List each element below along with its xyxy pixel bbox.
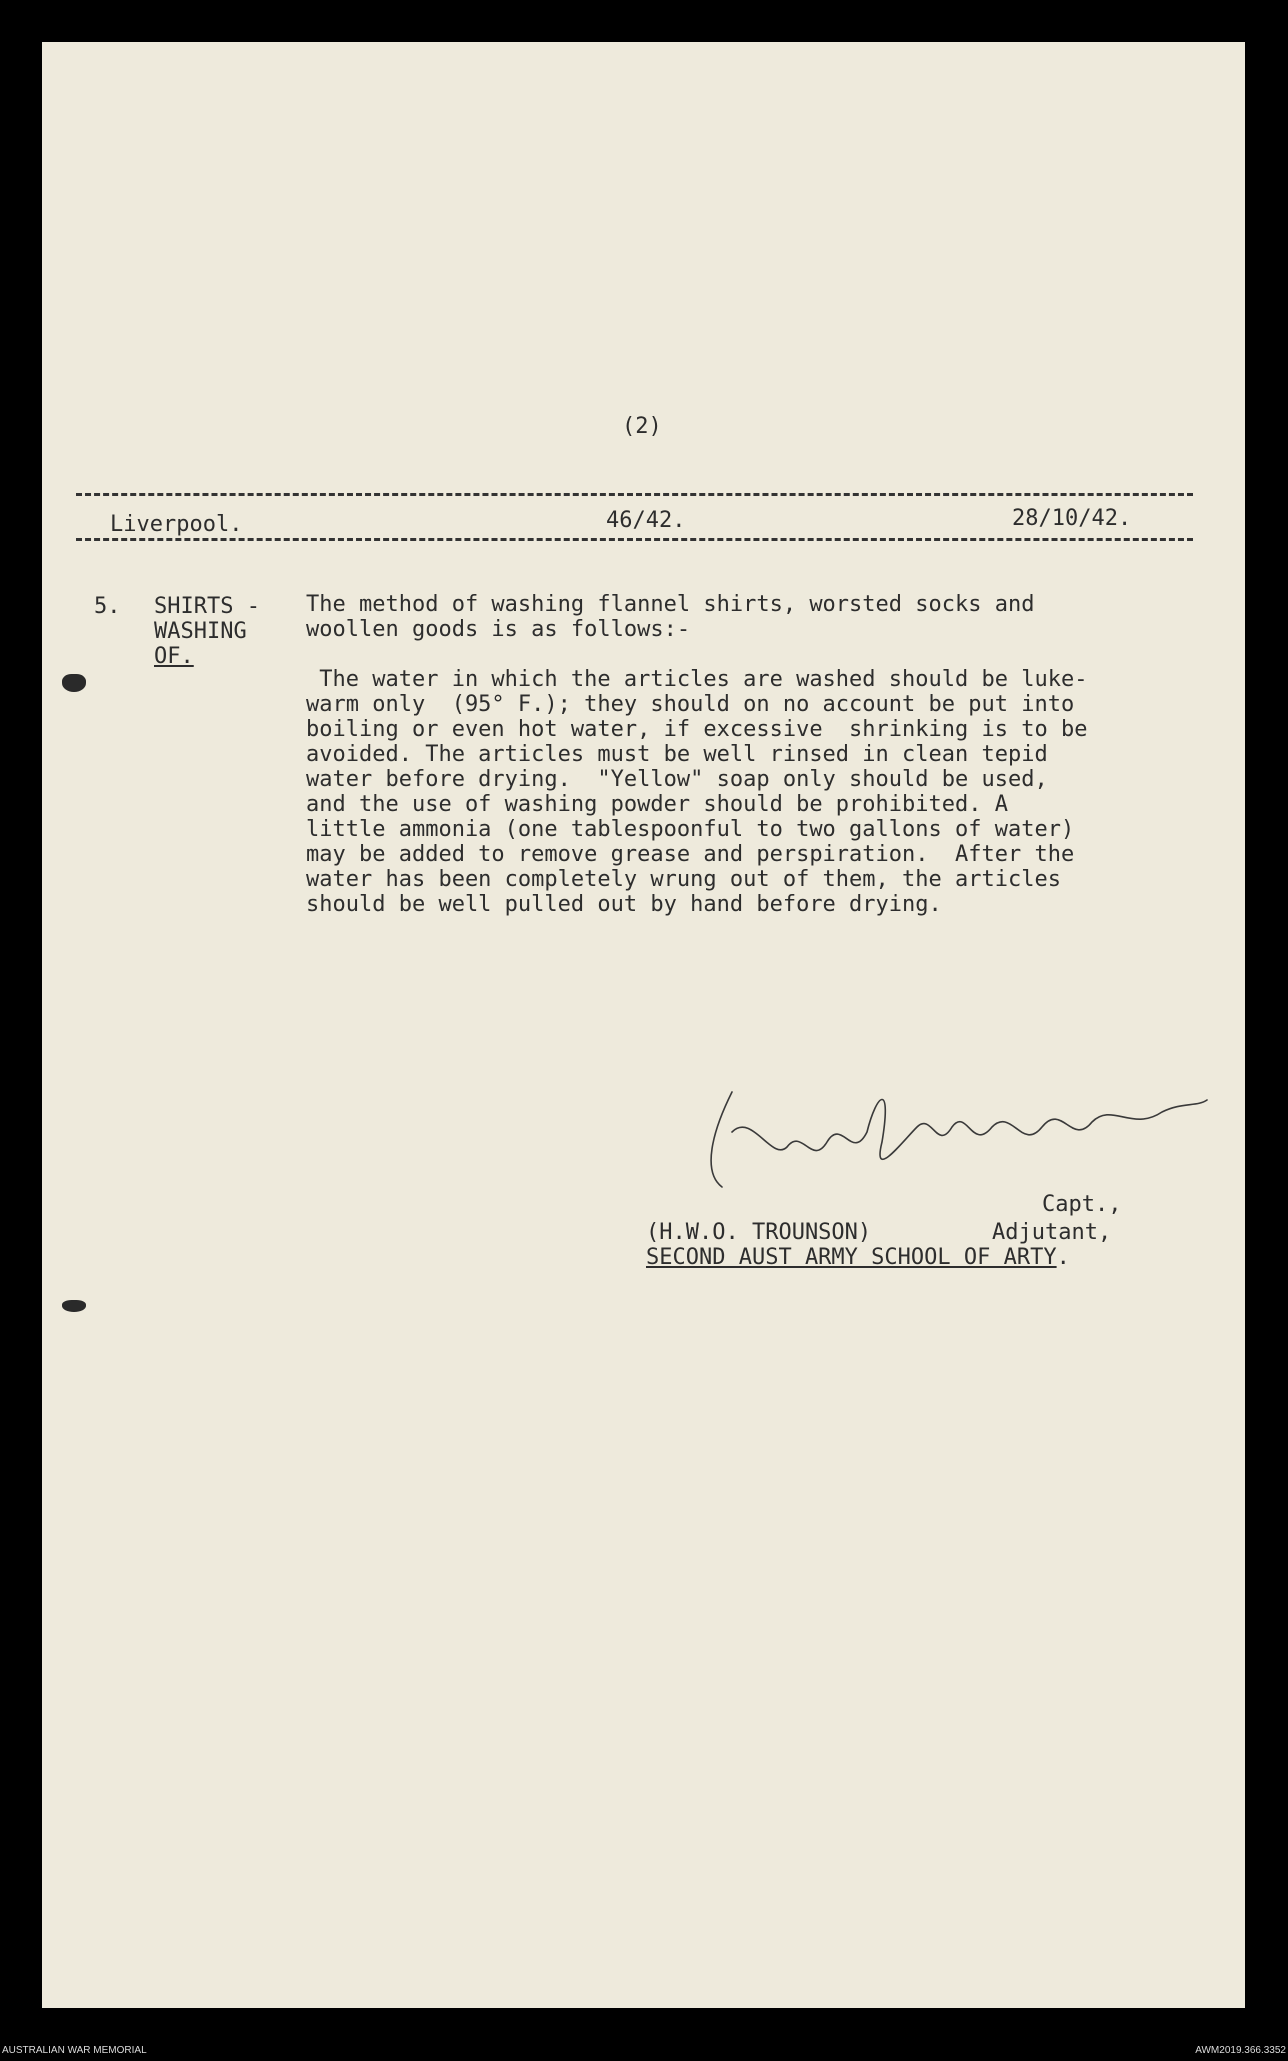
header-ref: 46/42. xyxy=(606,508,686,533)
signature-unit-end: . xyxy=(1056,1245,1070,1270)
body-line: and the use of washing powder should be prohibited. A xyxy=(306,792,1008,817)
body-line: The water in which the articles are washed should be luke- xyxy=(306,667,1088,692)
intro-line: woollen goods is as follows:- xyxy=(306,617,691,642)
body-line: water before drying. "Yellow" soap only should be used, xyxy=(306,767,1048,792)
body-line: avoided. The articles must be well rinsed in clean tepid xyxy=(306,742,1048,767)
heading-line: OF. xyxy=(154,644,194,669)
intro-line: The method of washing flannel shirts, worsted socks and xyxy=(306,592,1035,617)
signature-unit-line xyxy=(646,1245,1070,1270)
footer-left: AUSTRALIAN WAR MEMORIAL xyxy=(2,2045,147,2056)
body-line: should be well pulled out by hand before drying. xyxy=(306,892,942,917)
body-line: boiling or even hot water, if excessive shrinking is to be xyxy=(306,717,1088,742)
item-number: 5. xyxy=(94,594,121,619)
footer-right: AWM2019.366.3352 xyxy=(1195,2045,1286,2056)
heading-line: WASHING xyxy=(154,619,247,644)
heading-line: SHIRTS - xyxy=(154,594,260,619)
header-rule-top xyxy=(76,493,1193,496)
signature-unit: SECOND AUST ARMY SCHOOL OF ARTY xyxy=(646,1245,1057,1270)
body-line: may be added to remove grease and perspiration. After the xyxy=(306,842,1075,867)
body-line: warm only (95° F.); they should on no account be put into xyxy=(306,692,1075,717)
header-place: Liverpool. xyxy=(110,512,243,537)
handwritten-signature xyxy=(692,1072,1212,1212)
header-date: 28/10/42. xyxy=(1012,506,1132,531)
signature-rank: Capt., xyxy=(1042,1192,1122,1217)
body-line: little ammonia (one tablespoonful to two gallons of water) xyxy=(306,817,1075,842)
signature-role: Adjutant, xyxy=(992,1220,1112,1245)
signature-name: (H.W.O. TROUNSON) xyxy=(646,1220,872,1245)
header-rule-bottom xyxy=(76,538,1193,541)
document-page xyxy=(42,42,1245,2008)
punch-hole xyxy=(62,1300,86,1312)
punch-hole xyxy=(62,674,86,692)
body-line: water has been completely wrung out of them, the articles xyxy=(306,867,1061,892)
page-number: (2) xyxy=(622,414,662,439)
